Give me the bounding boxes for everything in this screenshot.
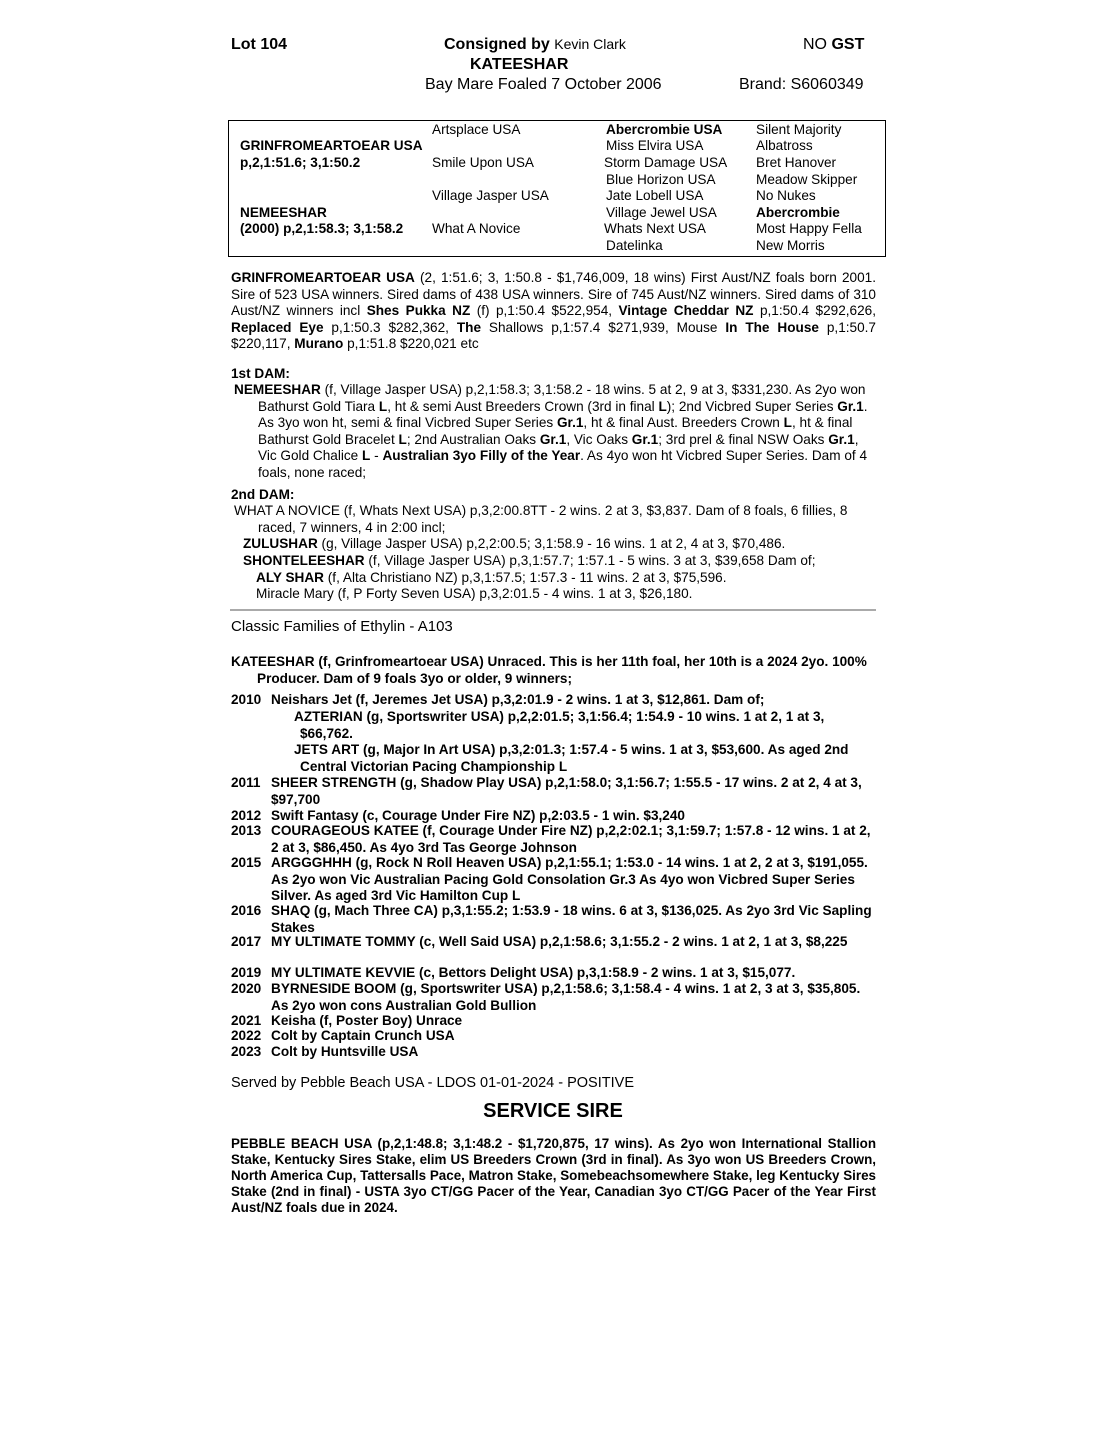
- sire-summary: GRINFROMEARTOEAR USA (2, 1:51.6; 3, 1:50.8 - $1,746,009, 18 wins) First Aust/NZ foals born 2001. Sire of 523 USA winners. Sired dams of 438 USA winners. Sire of 745 Aust/NZ winners. Sired dams of 310 Aust/NZ winners incl Shes Pukka NZ (f) p,1:50.4 $522,954, Vintage Cheddar NZ p,1:50.4 $292,626, Replaced Eye p,1:50.3 $282,362, The Shallows p,1:57.4 $271,939, Mouse In The House p,1:50.7 $220,117, Murano p,1:51.8 $220,021 etc: [231, 270, 877, 352]
- produce-year-2012: 2012: [231, 808, 262, 823]
- produce-year-2013: 2013: [231, 823, 262, 838]
- produce-entry-2010: Neishars Jet (f, Jeremes Jet USA) p,3,2:01.9 - 2 wins. 1 at 3, $12,861. Dam of;: [271, 692, 765, 707]
- service-sire-summary: PEBBLE BEACH USA (p,2,1:48.8; 3,1:48.2 - $1,720,875, 17 wins). As 2yo won International Stallion Stake, Kentucky Sires Stake, elim US Breeders Crown (3rd in final). As 3yo won US Breeders Crown, North America Cup, Tattersalls Pace, Matron Stake, Somebeachsomewhere Stake, leg Kentucky Sires Stake (2nd in final) - USTA 3yo CT/GG Pacer of the Year, Canadian 3yo CT/GG Pacer of the Year First Aust/NZ foals due in 2024.: [231, 1136, 876, 1215]
- produce-year-2017: 2017: [231, 934, 262, 949]
- second-dam-heading: 2nd DAM:: [231, 487, 295, 502]
- produce-year-2011: 2011: [231, 775, 261, 790]
- produce-entry-2020: BYRNESIDE BOOM (g, Sportswriter USA) p,2,1:58.6; 3,1:58.4 - 4 wins. 1 at 2, 3 at 3, $35,805. As 2yo won cons Australian Gold Bullion: [271, 981, 861, 1013]
- pedigree-g3-7: Whats Next USA: [604, 221, 706, 236]
- pedigree-g4-6: Abercrombie: [756, 205, 840, 220]
- produce-entry-2022: Colt by Captain Crunch USA: [271, 1028, 455, 1043]
- produce-year-2019: 2019: [231, 965, 262, 980]
- produce-entry-2019: MY ULTIMATE KEVVIE (c, Bettors Delight USA) p,3,1:58.9 - 2 wins. 1 at 3, $15,077.: [271, 965, 796, 980]
- horse-description: Bay Mare Foaled 7 October 2006: [425, 76, 662, 93]
- shonteleeshar-record: SHONTELEESHAR (f, Village Jasper USA) p,3,1:57.7; 1:57.1 - 5 wins. 3 at 3, $39,658 Dam of;: [243, 553, 816, 568]
- produce-year-2010: 2010: [231, 692, 262, 707]
- produce-year-2022: 2022: [231, 1028, 262, 1043]
- pedigree-dam-dam: What A Novice: [432, 221, 521, 236]
- pedigree-sire-record: p,2,1:51.6; 3,1:50.2: [240, 155, 361, 170]
- zulushar-record: ZULUSHAR (g, Village Jasper USA) p,2,2:00.5; 3,1:58.9 - 16 wins. 1 at 2, 4 at 3, $70,486.: [243, 536, 786, 551]
- first-dam-heading: 1st DAM:: [231, 366, 290, 381]
- pedigree-dam-record: (2000) p,2,1:58.3; 3,1:58.2: [240, 221, 404, 236]
- pedigree-g3-2: Miss Elvira USA: [606, 138, 704, 153]
- produce-entry-2015: ARGGGHHH (g, Rock N Roll Heaven USA) p,2,1:55.1; 1:53.0 - 14 wins. 1 at 2, 2 at 3, $191,055. As 2yo won Vic Australian Pacing Gold Consolation Gr.3 As 4yo won Vicbred Super Series Silver. As aged 3rd Vic Hamilton Cup L: [271, 855, 868, 904]
- produce-intro: KATEESHAR (f, Grinfromeartoear USA) Unraced. This is her 11th foal, her 10th is a 2024 2yo. 100% Producer. Dam of 9 foals 3yo or older, 9 winners;: [231, 654, 867, 686]
- pedigree-g4-5: No Nukes: [756, 188, 816, 203]
- produce-entry-2017: MY ULTIMATE TOMMY (c, Well Said USA) p,2,1:58.6; 3,1:55.2 - 2 wins. 1 at 2, 1 at 3, $8,225: [271, 934, 848, 949]
- gst-status: [803, 36, 864, 54]
- consignor-name: Kevin Clark: [554, 36, 626, 52]
- pedigree-sire-sire: Artsplace USA: [432, 122, 521, 137]
- horse-name: KATEESHAR: [470, 56, 569, 73]
- pedigree-sire-dam: Smile Upon USA: [432, 155, 534, 170]
- produce-year-2021: 2021: [231, 1013, 262, 1028]
- pedigree-g3-5: Jate Lobell USA: [606, 188, 704, 203]
- produce-entry-2021: Keisha (f, Poster Boy) Unrace: [271, 1013, 463, 1028]
- produce-entry-jets-art: JETS ART (g, Major In Art USA) p,3,2:01.3; 1:57.4 - 5 wins. 1 at 3, $53,600. As aged 2nd Central Victorian Pacing Championship L: [294, 742, 849, 774]
- pedigree-g4-8: New Morris: [756, 238, 825, 253]
- produce-year-2015: 2015: [231, 855, 262, 870]
- pedigree-g3-6: Village Jewel USA: [606, 205, 717, 220]
- section-divider: [230, 609, 876, 611]
- gst-label: GST: [831, 36, 865, 53]
- produce-year-2016: 2016: [231, 903, 262, 918]
- family-heading: Classic Families of Ethylin - A103: [231, 618, 453, 635]
- lot-number: Lot 104: [231, 36, 288, 53]
- served-by: Served by Pebble Beach USA - LDOS 01-01-2024 - POSITIVE: [231, 1075, 634, 1091]
- produce-year-2020: 2020: [231, 981, 262, 996]
- produce-entry-2013: COURAGEOUS KATEE (f, Courage Under Fire NZ) p,2,2:02.1; 3,1:59.7; 1:57.8 - 12 wins. 1 at 2, 2 at 3, $86,450. As 4yo 3rd Tas George Johnson: [271, 823, 871, 855]
- pedigree-g3-1: Abercrombie USA: [606, 122, 723, 137]
- pedigree-g3-4: Blue Horizon USA: [606, 172, 716, 187]
- pedigree-g4-3: Bret Hanover: [756, 155, 837, 170]
- service-sire-heading: SERVICE SIRE: [483, 1100, 623, 1122]
- pedigree-g3-8: Datelinka: [606, 238, 663, 253]
- pedigree-g3-3: Storm Damage USA: [604, 155, 728, 170]
- produce-entry-2011: SHEER STRENGTH (g, Shadow Play USA) p,2,1:58.0; 3,1:56.7; 1:55.5 - 17 wins. 2 at 2, 4 at 3, $97,700: [271, 775, 862, 807]
- miracle-mary-record: Miracle Mary (f, P Forty Seven USA) p,3,2:01.5 - 4 wins. 1 at 3, $26,180.: [256, 586, 693, 601]
- produce-entry-2023: Colt by Huntsville USA: [271, 1044, 419, 1059]
- second-dam-record: WHAT A NOVICE (f, Whats Next USA) p,3,2:00.8TT - 2 wins. 2 at 3, $3,837. Dam of 8 foals, 6 fillies, 8 raced, 7 winners, 4 in 2:00 incl;: [234, 503, 848, 535]
- produce-year-2023: 2023: [231, 1044, 262, 1059]
- consigned-label: Consigned by: [444, 36, 550, 53]
- produce-entry-2012: Swift Fantasy (c, Courage Under Fire NZ) p,2:03.5 - 1 win. $3,240: [271, 808, 685, 823]
- pedigree-g4-2: Albatross: [756, 138, 813, 153]
- gst-prefix: NO: [803, 36, 827, 53]
- pedigree-g4-4: Meadow Skipper: [756, 172, 858, 187]
- first-dam-record: NEMEESHAR (f, Village Jasper USA) p,2,1:58.3; 3,1:58.2 - 18 wins. 5 at 2, 9 at 3, $331,230. As 2yo won Bathurst Gold Tiara L, ht & semi Aust Breeders Crown (3rd in final L); 2nd Vicbred Super Series Gr.1. As 3yo won ht, semi & final Vicbred Super Series Gr.1, ht & final Aust. Breeders Crown L, ht & final Bathurst Gold Bracelet L; 2nd Australian Oaks Gr.1, Vic Oaks Gr.1; 3rd prel & final NSW Oaks Gr.1, Vic Gold Chalice L - Australian 3yo Filly of the Year. As 4yo won ht Vicbred Super Series. Dam of 4 foals, none raced;: [234, 382, 868, 480]
- produce-entry-2016: SHAQ (g, Mach Three CA) p,3,1:55.2; 1:53.9 - 18 wins. 6 at 3, $136,025. As 2yo 3rd Vic Sapling Stakes: [271, 903, 872, 935]
- brand: Brand: S6060349: [739, 76, 864, 93]
- pedigree-g4-1: Silent Majority: [756, 122, 842, 137]
- consigned-by: [444, 36, 626, 54]
- pedigree-dam: NEMEESHAR: [240, 205, 327, 220]
- produce-entry-azterian: AZTERIAN (g, Sportswriter USA) p,2,2:01.5; 3,1:56.4; 1:54.9 - 10 wins. 1 at 2, 1 at 3, $66,762.: [294, 709, 825, 741]
- pedigree-g4-7: Most Happy Fella: [756, 221, 862, 236]
- pedigree-sire: GRINFROMEARTOEAR USA: [240, 138, 423, 153]
- pedigree-dam-sire: Village Jasper USA: [432, 188, 549, 203]
- aly-shar-record: ALY SHAR (f, Alta Christiano NZ) p,3,1:57.5; 1:57.3 - 11 wins. 2 at 3, $75,596.: [256, 570, 727, 585]
